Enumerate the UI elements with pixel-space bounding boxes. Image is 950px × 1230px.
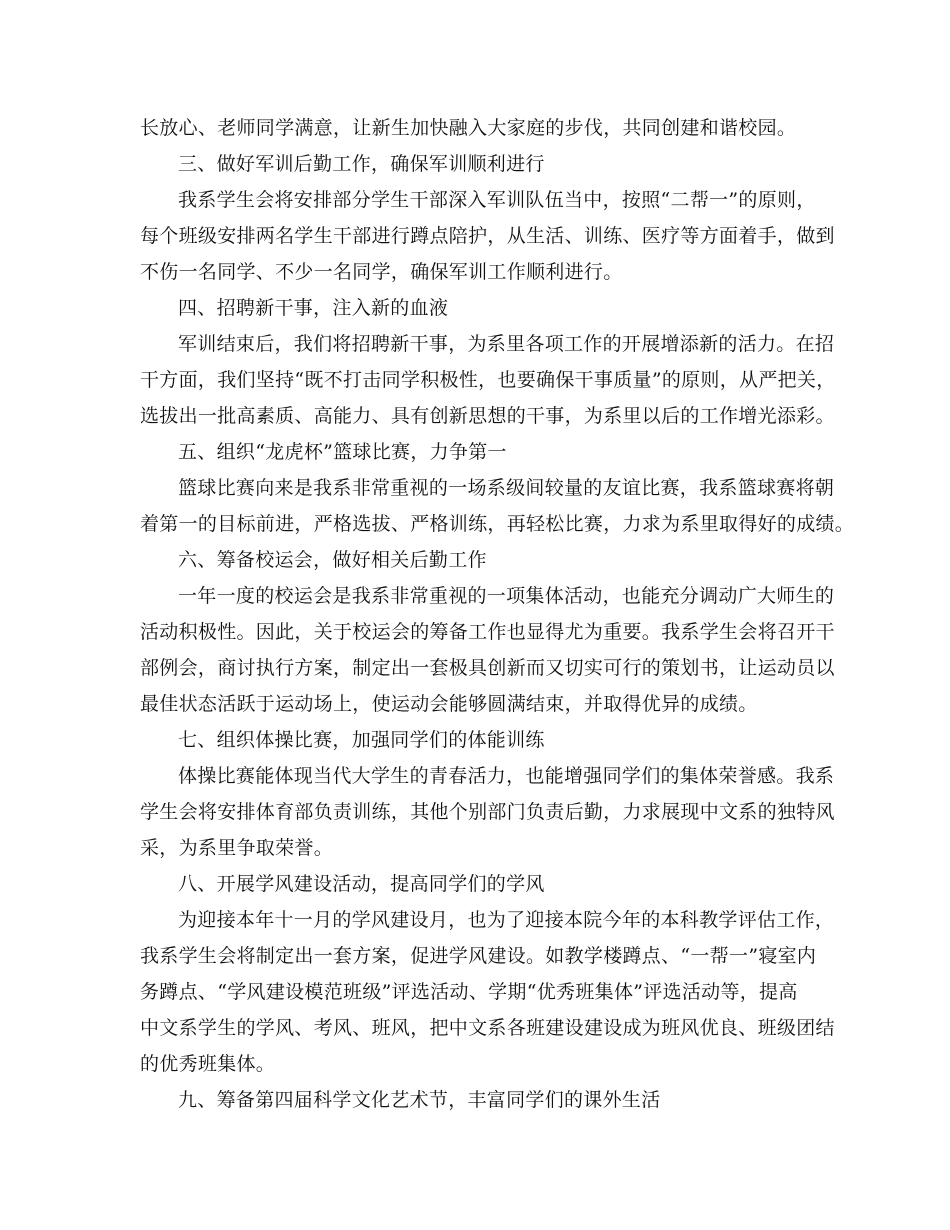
paragraph-line: 中文系学生的学风、考风、班风，把中文系各班建设建设成为班风优良、班级团结 (140, 1017, 835, 1039)
paragraph-line: 干方面，我们坚持“既不打击同学积极性，也要确保干事质量”的原则，从严把关， (140, 369, 836, 391)
section-heading: 四、招聘新干事，注入新的血液 (178, 297, 449, 319)
paragraph-line: 活动积极性。因此，关于校运会的筹备工作也显得尤为重要。我系学生会将召开干 (140, 621, 835, 643)
section-heading: 八、开展学风建设活动，提高同学们的学风 (178, 873, 545, 895)
paragraph-line: 体操比赛能体现当代大学生的青春活力，也能增强同学们的集体荣誉感。我系 (178, 765, 835, 787)
paragraph-line: 长放心、老师同学满意，让新生加快融入大家庭的步伐，共同创建和谐校园。 (140, 117, 797, 139)
paragraph-line: 最佳状态活跃于运动场上，使运动会能够圆满结束，并取得优异的成绩。 (140, 693, 758, 715)
paragraph-line: 务蹲点、“学风建设模范班级”评选活动、学期“优秀班集体”评选活动等，提高 (140, 981, 798, 1003)
paragraph-line: 为迎接本年十一月的学风建设月，也为了迎接本院今年的本科教学评估工作， (178, 909, 835, 931)
paragraph-line: 一年一度的校运会是我系非常重视的一项集体活动，也能充分调动广大师生的 (178, 585, 835, 607)
section-heading: 五、组织“龙虎杯”篮球比赛，力争第一 (178, 441, 507, 463)
paragraph-line: 篮球比赛向来是我系非常重视的一场系级间较量的友谊比赛，我系篮球赛将朝 (178, 477, 835, 499)
section-heading: 三、做好军训后勤工作，确保军训顺利进行 (178, 153, 545, 175)
paragraph-line: 军训结束后，我们将招聘新干事，为系里各项工作的开展增添新的活力。在招 (178, 333, 835, 355)
paragraph-line: 学生会将安排体育部负责训练，其他个别部门负责后勤，力求展现中文系的独特风 (140, 801, 835, 823)
paragraph-line: 我系学生会将安排部分学生干部深入军训队伍当中，按照“二帮一”的原则， (178, 189, 816, 211)
paragraph-line: 着第一的目标前进，严格选拔、严格训练，再轻松比赛，力求为系里取得好的成绩。 (140, 513, 855, 535)
paragraph-line: 我系学生会将制定出一套方案，促进学风建设。如教学楼蹲点、“一帮一”寝室内 (140, 945, 817, 967)
section-heading: 九、筹备第四届科学文化艺术节，丰富同学们的课外生活 (178, 1089, 661, 1111)
section-heading: 七、组织体操比赛，加强同学们的体能训练 (178, 729, 545, 751)
paragraph-line: 的优秀班集体。 (140, 1053, 276, 1075)
paragraph-line: 选拔出一批高素质、高能力、具有创新思想的干事，为系里以后的工作增光添彩。 (140, 405, 835, 427)
paragraph-line: 不伤一名同学、不少一名同学，确保军训工作顺利进行。 (140, 261, 623, 283)
paragraph-line: 部例会，商讨执行方案，制定出一套极具创新而又切实可行的策划书，让运动员以 (140, 657, 835, 679)
section-heading: 六、筹备校运会，做好相关后勤工作 (178, 549, 487, 571)
paragraph-line: 每个班级安排两名学生干部进行蹲点陪护，从生活、训练、医疗等方面着手，做到 (140, 225, 835, 247)
paragraph-line: 采，为系里争取荣誉。 (140, 837, 334, 859)
